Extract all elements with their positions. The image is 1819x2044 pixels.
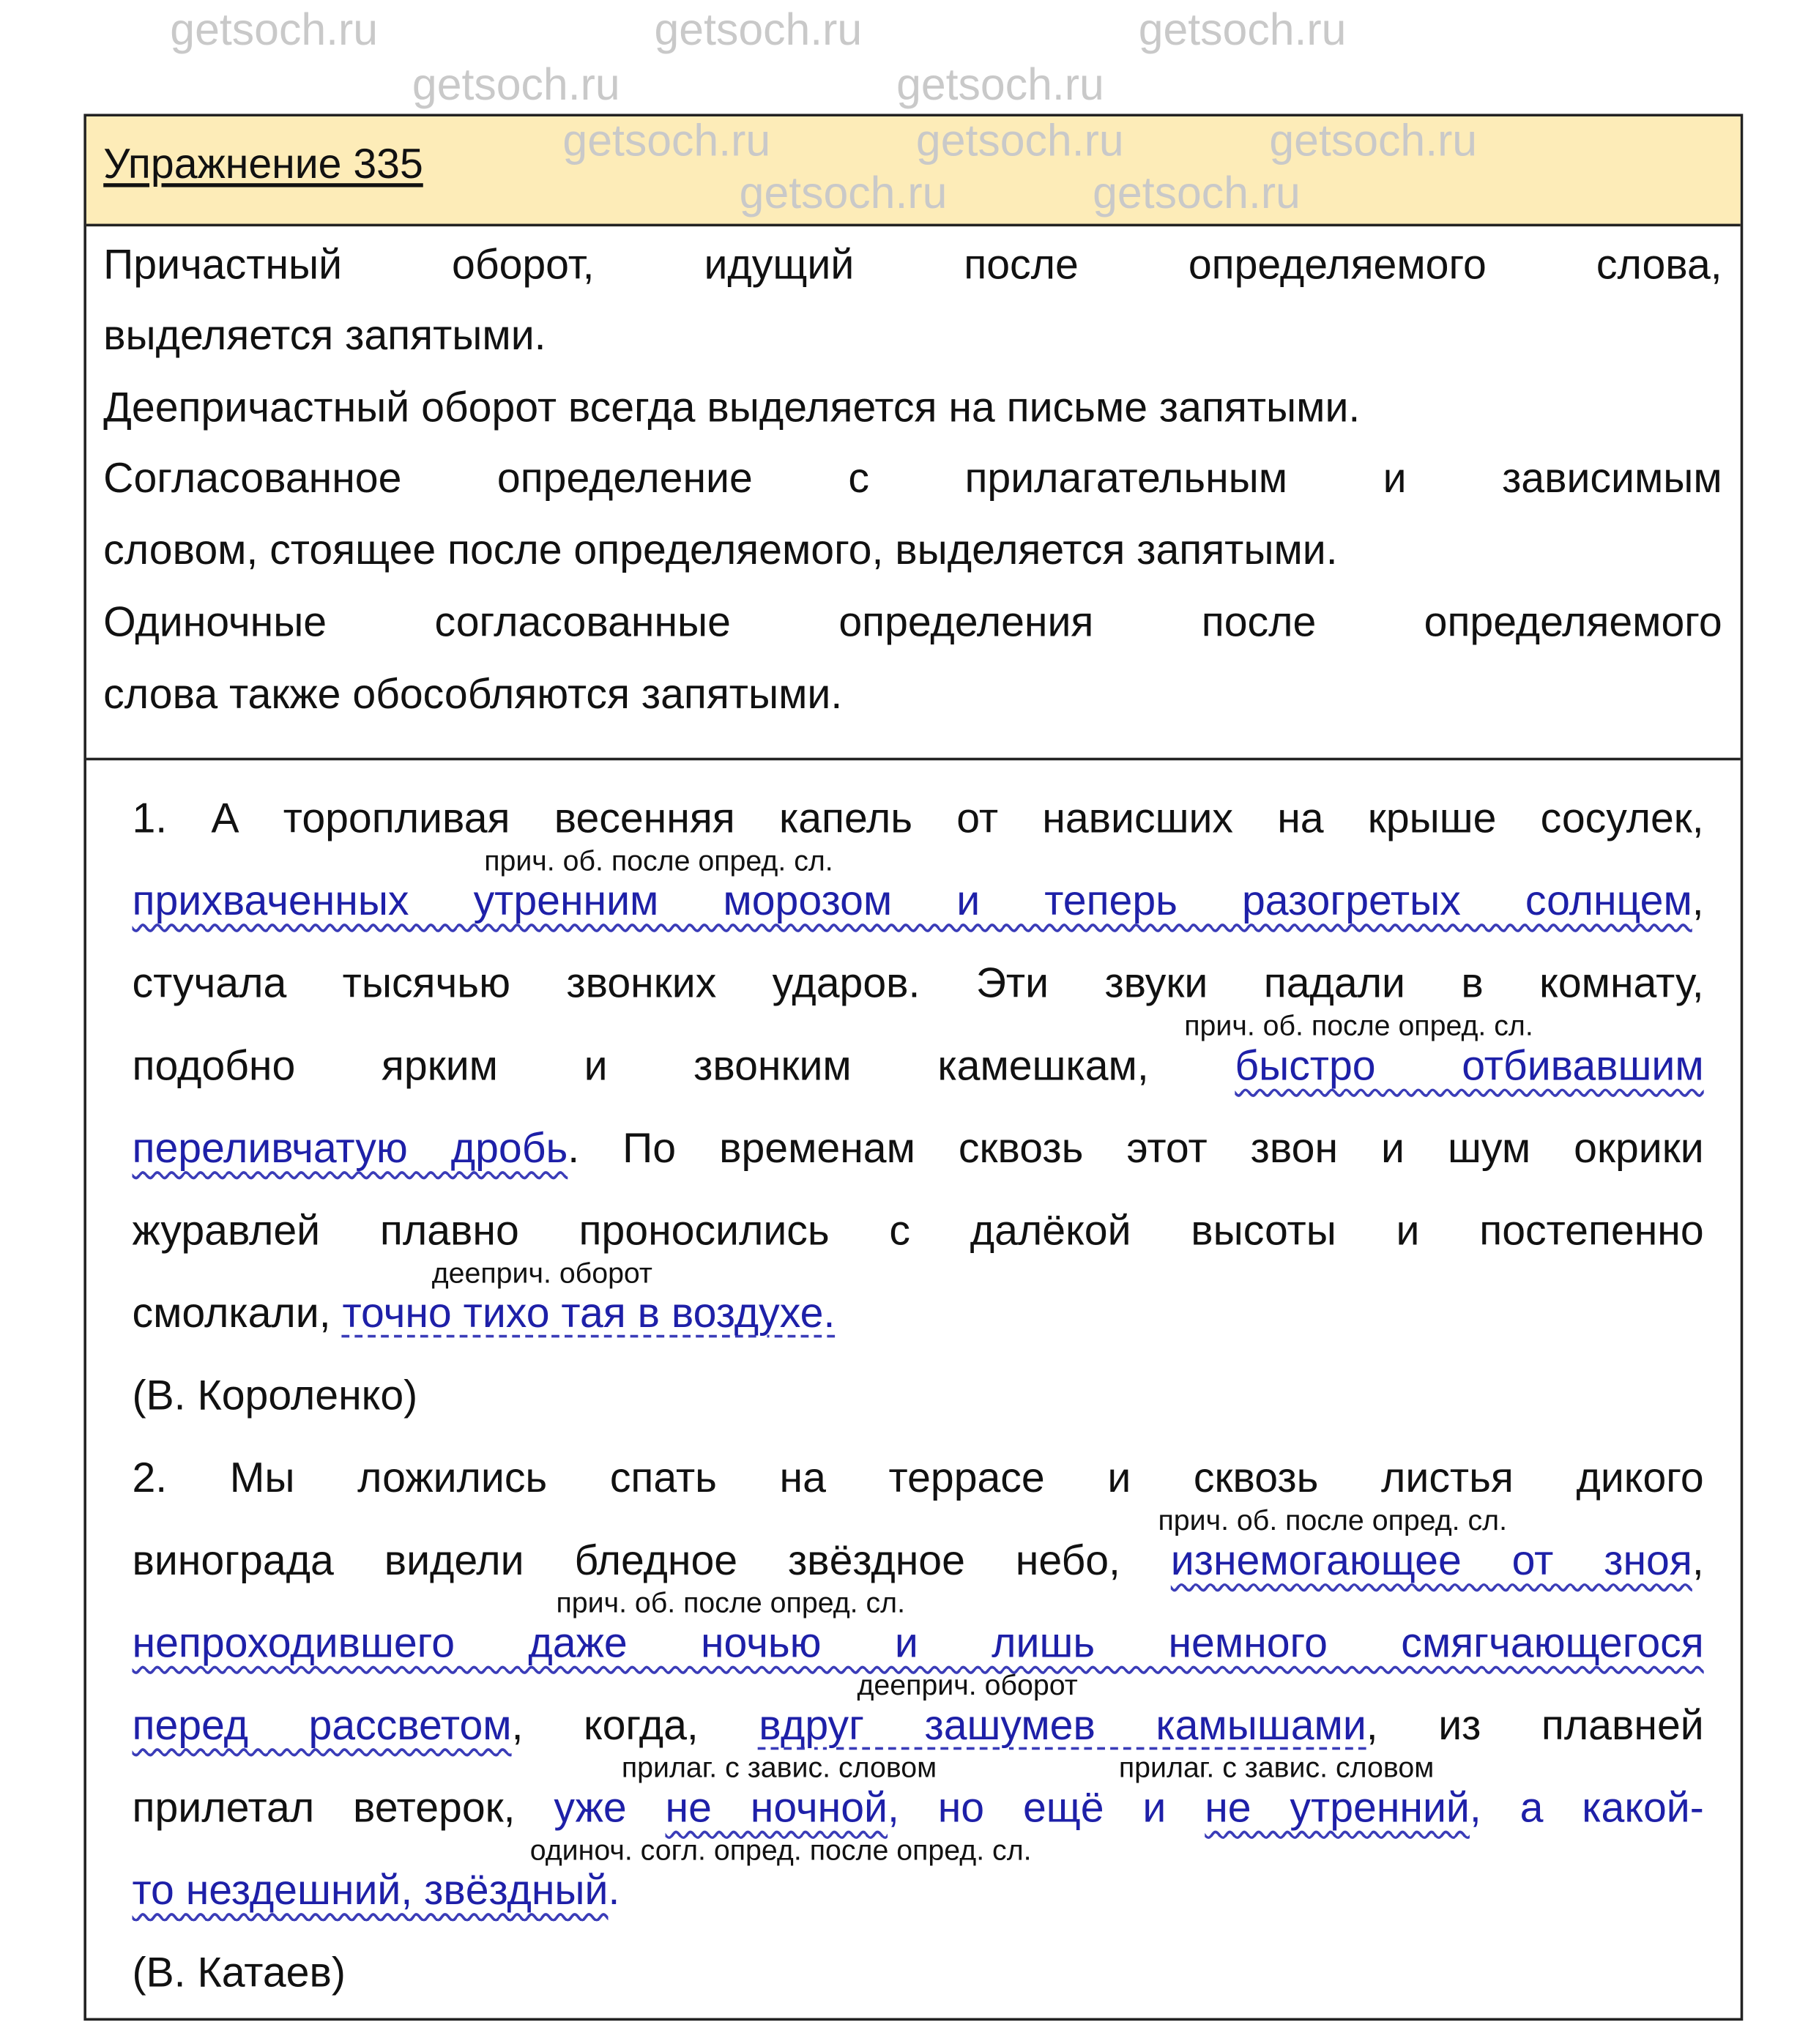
annotation-label: прич. об. после опред. сл. bbox=[484, 843, 833, 877]
definition-phrase: то нездешний, звёздный bbox=[132, 1865, 609, 1913]
example-line bbox=[132, 1783, 1703, 1832]
example-line bbox=[132, 1453, 1703, 1501]
highlighted-text: . bbox=[608, 1865, 620, 1913]
text-segment: , bbox=[1692, 876, 1704, 923]
watermark: getsoch.ru bbox=[896, 60, 1104, 111]
rule-line: словом, стоящее после определяемого, выделяется запятыми. bbox=[103, 525, 1338, 573]
rule-line: выделяется запятыми. bbox=[103, 311, 546, 358]
example-line bbox=[132, 1371, 417, 1419]
definition-phrase: не ночной bbox=[665, 1783, 888, 1831]
example-line bbox=[132, 1123, 1703, 1172]
text-segment: 2. Мы ложились спать на террасе и сквозь листья дикого bbox=[132, 1453, 1704, 1501]
text-segment: , когда, bbox=[511, 1701, 759, 1748]
definition-phrase: перед рассветом bbox=[132, 1701, 512, 1748]
highlighted-text: , а какой- bbox=[1469, 1783, 1704, 1831]
annotation-label: прилаг. с завис. словом bbox=[1118, 1750, 1435, 1783]
text-segment: прилетал ветерок, bbox=[132, 1783, 554, 1831]
rule-line: Одиночные согласованные определения после определяемого bbox=[103, 597, 1722, 645]
text-segment: журавлей плавно проносились с далёкой высоты и постепенно bbox=[132, 1205, 1704, 1254]
definition-phrase: переливчатую дробь bbox=[132, 1123, 568, 1171]
watermark: getsoch.ru bbox=[739, 168, 948, 219]
definition-phrase: быстро отбивавшим bbox=[1235, 1041, 1704, 1088]
exercise-card bbox=[83, 114, 1743, 2021]
watermark: getsoch.ru bbox=[412, 60, 620, 111]
watermark: getsoch.ru bbox=[1269, 116, 1478, 166]
text-segment: (В. Короленко) bbox=[132, 1370, 418, 1419]
definition-phrase: изнемогающее от зноя bbox=[1170, 1536, 1692, 1583]
text-segment: подобно ярким и звонким камешкам, bbox=[132, 1041, 1235, 1088]
watermark: getsoch.ru bbox=[1093, 168, 1301, 219]
watermark: getsoch.ru bbox=[654, 5, 863, 56]
definition-phrase: прихваченных утренним морозом и теперь разогретых солнцем bbox=[132, 876, 1692, 923]
definition-phrase: не утренний bbox=[1205, 1783, 1470, 1831]
highlighted-text: , но ещё и bbox=[888, 1783, 1205, 1831]
example-line bbox=[132, 959, 1703, 1007]
watermark: getsoch.ru bbox=[170, 5, 379, 56]
text-segment: . По временам сквозь этот звон и шум окрики bbox=[568, 1123, 1704, 1171]
annotation-label: дееприч. оборот bbox=[431, 1255, 652, 1289]
annotation-label: прич. об. после опред. сл. bbox=[1158, 1503, 1508, 1536]
watermark: getsoch.ru bbox=[1138, 5, 1347, 56]
text-segment: , из плавней bbox=[1366, 1701, 1704, 1748]
example-line bbox=[132, 1948, 345, 1996]
watermark: getsoch.ru bbox=[915, 116, 1124, 166]
annotation-label: одиноч. согл. опред. после опред. сл. bbox=[529, 1832, 1032, 1866]
exercise-title: Упражнение 335 bbox=[103, 140, 423, 187]
text-segment: винограда видели бледное звёздное небо, bbox=[132, 1536, 1171, 1583]
text-segment: 1. А торопливая весенняя капель от нависших на крыше сосулек, bbox=[132, 793, 1704, 841]
example-line bbox=[132, 1701, 1703, 1749]
definition-phrase: непроходившего даже ночью и лишь немного смягчающегося bbox=[132, 1618, 1704, 1665]
rule-line: Согласованное определение с прилагательным и зависимым bbox=[103, 453, 1722, 501]
example-line bbox=[132, 1536, 1703, 1584]
example-line bbox=[132, 1041, 1703, 1090]
example-line bbox=[132, 1865, 620, 1914]
example-line bbox=[132, 1288, 835, 1337]
exercise-header bbox=[86, 116, 1741, 226]
text-segment: смолкали, bbox=[132, 1288, 343, 1336]
annotation-label: прич. об. после опред. сл. bbox=[1184, 1008, 1533, 1041]
adverbial-phrase: вдруг зашумев камышами bbox=[759, 1701, 1366, 1748]
annotation-label: прилаг. с завис. словом bbox=[621, 1750, 937, 1783]
annotation-label: дееприч. оборот bbox=[857, 1668, 1078, 1701]
example-line bbox=[132, 794, 1703, 842]
text-segment: стучала тысячью звонких ударов. Эти звуки падали в комнату, bbox=[132, 958, 1704, 1006]
text-segment: (В. Катаев) bbox=[132, 1947, 346, 1996]
example-line bbox=[132, 1206, 1703, 1255]
rule-line: Причастный оборот, идущий после определяемого слова, bbox=[103, 239, 1722, 288]
text-segment: , bbox=[1692, 1536, 1704, 1583]
rules-section bbox=[86, 226, 1741, 760]
adverbial-phrase: точно тихо тая в воздухе. bbox=[342, 1288, 836, 1336]
rule-line: Деепричастный оборот всегда выделяется на письме запятыми. bbox=[103, 382, 1361, 431]
watermark: getsoch.ru bbox=[562, 116, 771, 166]
highlighted-text: уже bbox=[554, 1783, 666, 1831]
annotation-label: прич. об. после опред. сл. bbox=[556, 1585, 906, 1619]
rule-line: слова также обособляются запятыми. bbox=[103, 669, 843, 717]
example-line bbox=[132, 876, 1703, 924]
example-line bbox=[132, 1619, 1703, 1667]
